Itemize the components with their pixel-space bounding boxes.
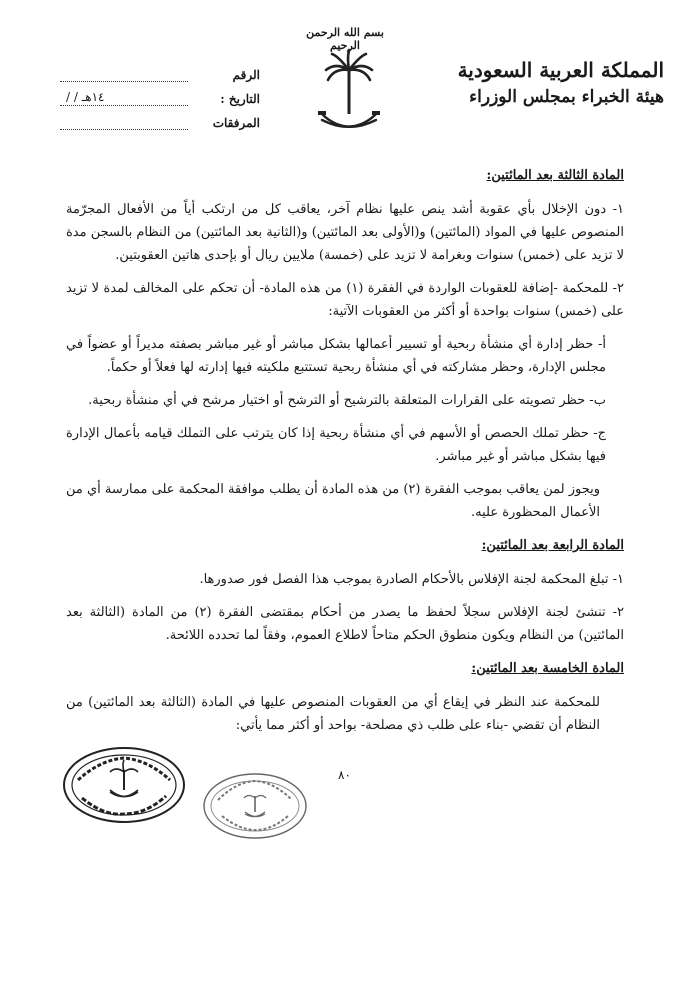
- article-253-item-a: أ- حظر إدارة أي منشأة ربحية أو تسيير أعمالها بشكل مباشر أو غير مباشر بصفته مديراً أو عضواً في مجلس الإدارة، وحظر مشاركته في أي منشأة ربحية تستتبع ملكيته فيها إدارته لها فعلاً أو حكماً.: [66, 337, 606, 375]
- org-name-kingdom: المملكة العربية السعودية: [457, 58, 664, 82]
- ref-label: الرقم: [232, 68, 260, 82]
- article-253-heading: المادة الثالثة بعد المائتين:: [486, 168, 624, 183]
- attachments-label: المرفقات: [212, 116, 260, 130]
- org-name-bureau: هيئة الخبراء بمجلس الوزراء: [469, 87, 664, 107]
- saudi-emblem-palm-swords-icon: [314, 40, 384, 140]
- article-254-para-2: ٢- تنشئ لجنة الإفلاس سجلاً لحفظ ما يصدر من أحكام بمقتضى الفقرة (٢) من المادة (الثالثة بعد المائتين) من النظام ويكون منطوق الحكم متاحاً لاطلاع العموم، وفقاً لما تحدده اللائحة.: [66, 605, 624, 643]
- article-254-para-1: ١- تبلغ المحكمة لجنة الإفلاس بالأحكام الصادرة بموجب هذا الفصل فور صدورها.: [199, 572, 624, 587]
- date-row: [60, 82, 260, 106]
- attachments-row: [60, 106, 260, 130]
- ref-row: [60, 58, 260, 82]
- page-number: ٨٠: [338, 768, 351, 782]
- organization-title: [424, 56, 664, 110]
- reference-block: [60, 58, 260, 130]
- article-253-para-1: ١- دون الإخلال بأي عقوبة أشد ينص عليها نظام آخر، يعاقب كل من ارتكب أياً من الأفعال المجرّمة المنصوص عليها في المواد (المائتين) و(الأولى بعد المائتين) و(الثانية بعد المائتين) من النظام بالسجن مدة لا تزيد على (خمس) سنوات وبغرامة لا تزيد على (خمسة) ملايين ريال أو بإحدى هاتين العقوبتين.: [66, 202, 624, 263]
- article-254-heading: المادة الرابعة بعد المائتين:: [481, 538, 624, 553]
- article-255-para-1: للمحكمة عند النظر في إيقاع أي من العقوبات المنصوص عليها في المادة (الثالثة بعد المائتين) من النظام أن تقضي -بناء على طلب ذي مصلحة- بواحد أو أكثر مما يأتي:: [66, 695, 600, 733]
- date-value: ١٤هـ / /: [66, 90, 105, 104]
- document-body: [66, 164, 624, 747]
- article-255-heading: المادة الخامسة بعد المائتين:: [471, 661, 624, 676]
- basmala-header: بسم الله الرحمن الرحيم: [306, 26, 384, 52]
- attachments-line: [60, 117, 188, 130]
- date-line: [60, 90, 188, 106]
- bureau-seal-stamp: [60, 744, 188, 826]
- secretariat-seal-stamp: [200, 770, 310, 842]
- date-label: التاريخ :: [220, 92, 260, 106]
- ref-line: [60, 69, 188, 82]
- article-253-para-2: ٢- للمحكمة -إضافة للعقوبات الواردة في الفقرة (١) من هذه المادة- أن تحكم على المخالف لمدة لا تزيد على (خمس) سنوات بواحدة أو أكثر من العقوبات الآتية:: [66, 281, 624, 319]
- article-253-item-c: ج- حظر تملك الحصص أو الأسهم في أي منشأة ربحية إذا كان يترتب على التملك قيامه بأعمال الإدارة فيها بشكل مباشر أو غير مباشر.: [66, 426, 606, 464]
- article-253-para-3: ويجوز لمن يعاقب بموجب الفقرة (٢) من هذه المادة أن يطلب موافقة المحكمة على ممارسة أي من الأعمال المحظورة عليه.: [66, 482, 601, 520]
- article-253-item-b: ب- حظر تصويته على القرارات المتعلقة بالترشيح أو الترشح أو اختيار مرشح في أي منشأة ربحية.: [88, 393, 606, 408]
